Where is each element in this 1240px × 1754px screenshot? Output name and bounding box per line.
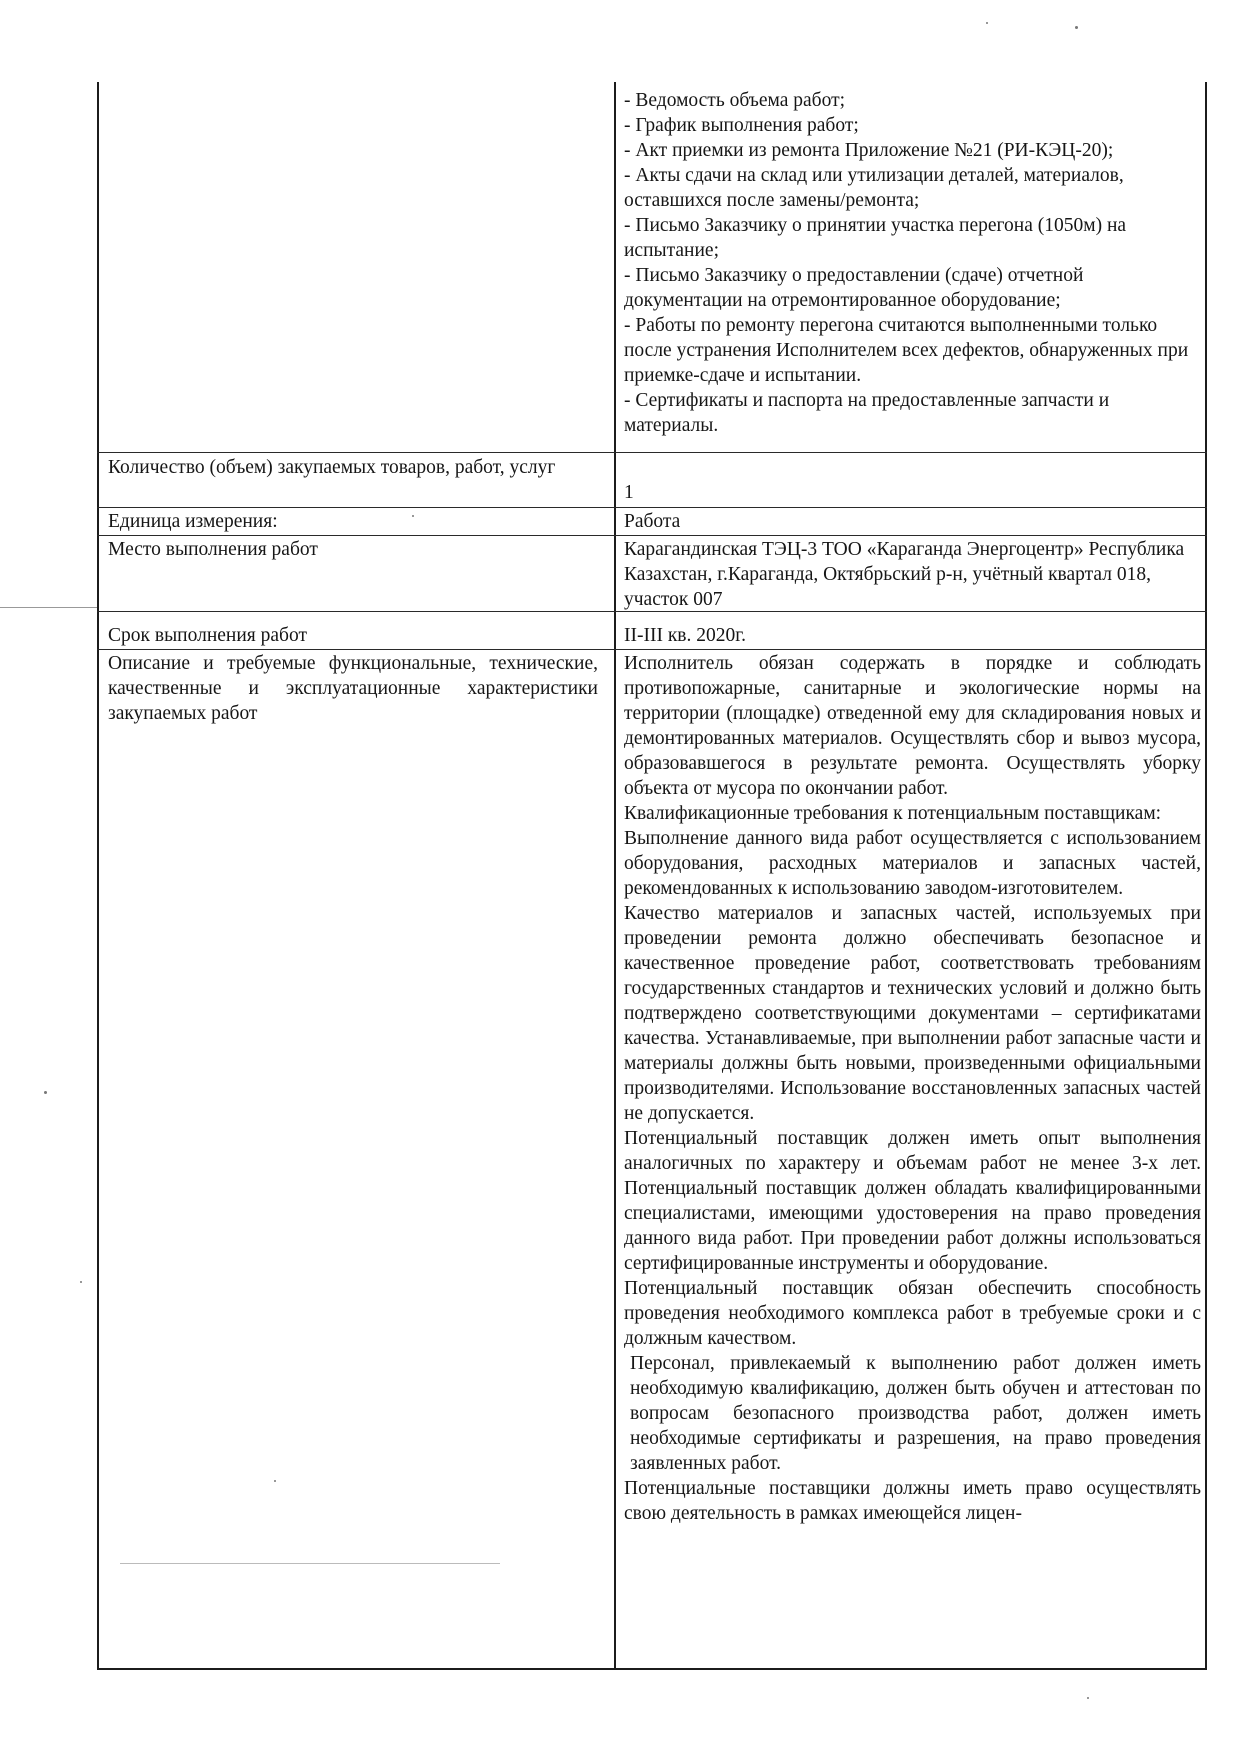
place-label: Место выполнения работ: [108, 539, 318, 560]
scan-artifact: [0, 607, 97, 608]
row-separator: [97, 452, 1207, 453]
quantity-label: Количество (объем) закупаемых товаров, работ, услуг: [108, 457, 556, 478]
list-item: - Работы по ремонту перегона считаются выполненными только после устранения Исполнителем всех дефектов, обнаруженных при приемке-сдаче и испытании.: [624, 315, 1189, 386]
row-separator: [97, 535, 1207, 536]
scan-artifact: [1087, 1697, 1089, 1699]
paragraph: Квалификационные требования к потенциальным поставщикам:: [624, 803, 1162, 824]
scan-artifact: [986, 22, 988, 24]
list-item: - Акты сдачи на склад или утилизации деталей, материалов, оставшихся после замены/ремонта;: [624, 165, 1124, 211]
table-border-bottom: [97, 1668, 1207, 1670]
paragraph: Персонал, привлекаемый к выполнению работ должен иметь необходимую квалификацию, должен быть обучен и аттестован по вопросам безопасного производства работ, должен иметь необходимые сертификаты и разрешения, на право проведения заявленных работ.: [630, 1353, 1201, 1474]
table-border-left: [97, 82, 99, 1669]
term-value: II-III кв. 2020г.: [624, 625, 746, 646]
scan-artifact: [120, 1563, 500, 1564]
scan-artifact: [80, 1281, 82, 1283]
description-text: [624, 651, 1201, 1526]
row-separator: [97, 507, 1207, 508]
scan-artifact: [274, 1480, 276, 1482]
list-item: - График выполнения работ;: [624, 115, 859, 136]
scan-artifact: [412, 515, 414, 517]
table-border-middle: [614, 82, 616, 1669]
paragraph: Потенциальный поставщик обязан обеспечить способность проведения необходимого комплекса работ в требуемые сроки и с должным качеством.: [624, 1278, 1201, 1349]
quantity-value: 1: [624, 482, 634, 503]
unit-value: Работа: [624, 511, 681, 532]
paragraph: Качество материалов и запасных частей, используемых при проведении ремонта должно обеспечивать безопасное и качественное проведение работ, соответствовать требованиям государственных стандартов и технических условий и должно быть подтверждено соответствующими документами – сертификатами качества. Устанавливаемые, при выполнении работ запасные части и материалы должны быть новыми, произведенными официальными производителями. Использование восстановленных запасных частей не допускается.: [624, 903, 1201, 1124]
scan-artifact: [44, 1091, 47, 1094]
table-border-right: [1205, 82, 1207, 1669]
row-separator: [97, 649, 1207, 650]
list-item: - Письмо Заказчику о предоставлении (сдаче) отчетной документации на отремонтированное оборудование;: [624, 265, 1084, 311]
paragraph: Выполнение данного вида работ осуществляется с использованием оборудования, расходных материалов и запасных частей, рекомендованных к использованию заводом-изготовителем.: [624, 828, 1201, 899]
paragraph: Потенциальный поставщик должен иметь опыт выполнения аналогичных по характеру и объемам работ не менее 3-х лет. Потенциальный поставщик должен обладать квалифицированными специалистами, имеющими удостоверения на право проведения данного вида работ. При проведении работ должны использоваться сертифицированные инструменты и оборудование.: [624, 1128, 1201, 1274]
list-item: - Акт приемки из ремонта Приложение №21 (РИ-КЭЦ-20);: [624, 140, 1114, 161]
documents-list: [624, 88, 1201, 438]
place-value: Карагандинская ТЭЦ-3 ТОО «Караганда Энергоцентр» Республика Казахстан, г.Караганда, Октябрьский р-н, учётный квартал 018, участок 007: [624, 539, 1185, 610]
list-item: - Сертификаты и паспорта на предоставленные запчасти и материалы.: [624, 390, 1110, 436]
paragraph: Потенциальные поставщики должны иметь право осуществлять свою деятельность в рамках имеющейся лицен-: [624, 1478, 1201, 1524]
list-item: - Ведомость объема работ;: [624, 90, 846, 111]
scan-artifact: [1075, 26, 1078, 29]
unit-label: Единица измерения:: [108, 511, 278, 532]
term-label: Срок выполнения работ: [108, 625, 307, 646]
list-item: - Письмо Заказчику о принятии участка перегона (1050м) на испытание;: [624, 215, 1127, 261]
paragraph: Исполнитель обязан содержать в порядке и соблюдать противопожарные, санитарные и экологические нормы на территории (площадке) отведенной ему для складирования новых и демонтированных материалов. Осуществлять сбор и вывоз мусора, образовавшегося в результате ремонта. Осуществлять уборку объекта от мусора по окончании работ.: [624, 653, 1201, 799]
description-label: Описание и требуемые функциональные, технические, качественные и эксплуатационные характеристики закупаемых работ: [108, 653, 598, 724]
